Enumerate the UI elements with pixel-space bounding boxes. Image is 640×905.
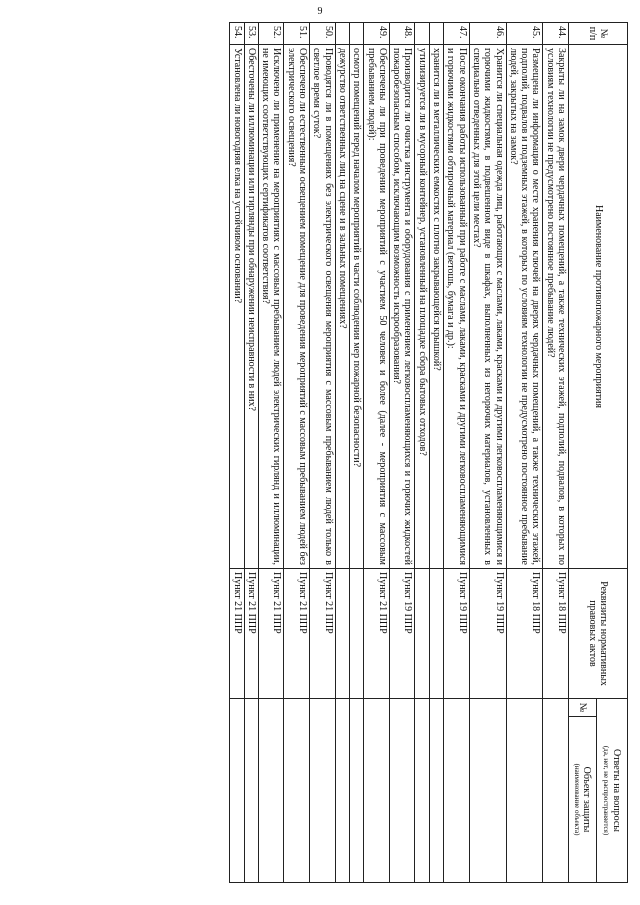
answer-cell[interactable] bbox=[389, 699, 415, 883]
header-object-number: № bbox=[569, 699, 597, 717]
header-measure-name: Наименование противопожарного мероприятия bbox=[569, 45, 628, 569]
row-legal-ref: Пункт 21 ППР bbox=[310, 569, 336, 699]
table-row bbox=[284, 23, 310, 883]
row-measure-text: Обесточены ли иллюминации или гирлянды при обнаружении неисправности в них? bbox=[244, 45, 258, 569]
table-row bbox=[310, 23, 336, 883]
table-row bbox=[230, 23, 244, 883]
header-object-title: Объект защиты bbox=[581, 766, 593, 833]
header-number: № п/п bbox=[569, 23, 628, 45]
table-row bbox=[543, 23, 569, 883]
header-answers-title: Ответы на вопросы bbox=[610, 749, 622, 832]
row-number: 51. bbox=[284, 23, 310, 45]
row-number: 49. bbox=[364, 23, 390, 45]
table-body bbox=[230, 23, 569, 883]
row-number bbox=[349, 23, 363, 45]
answer-cell[interactable] bbox=[230, 699, 244, 883]
row-legal-ref: Пункт 21 ППР bbox=[258, 569, 284, 699]
answer-cell[interactable] bbox=[310, 699, 336, 883]
row-number: 53. bbox=[244, 23, 258, 45]
answer-cell[interactable] bbox=[444, 699, 470, 883]
row-measure-text: Производится ли очистка инструмента и оборудования с применением легковоспламеняющихся и горючих жидкостей пожаробезопасным способом, исключающим возможность искрообразования? bbox=[389, 45, 415, 569]
row-number: 45. bbox=[506, 23, 543, 45]
answer-cell[interactable] bbox=[349, 699, 363, 883]
row-number: 50. bbox=[310, 23, 336, 45]
row-number: 47. bbox=[444, 23, 470, 45]
table-row bbox=[244, 23, 258, 883]
table-row bbox=[429, 23, 443, 883]
table-row bbox=[335, 23, 349, 883]
answer-cell[interactable] bbox=[469, 699, 506, 883]
row-measure-text: утилизируется ли в мусорный контейнер, установленный на площадке сбора бытовых отходов? bbox=[415, 45, 429, 569]
rotated-page-content bbox=[88, 22, 628, 882]
table-row bbox=[349, 23, 363, 883]
row-legal-ref bbox=[349, 569, 363, 699]
row-number: 46. bbox=[469, 23, 506, 45]
header-object-note: (наименование объекта) bbox=[572, 763, 581, 836]
row-number bbox=[335, 23, 349, 45]
row-number: 44. bbox=[543, 23, 569, 45]
answer-cell[interactable] bbox=[364, 699, 390, 883]
row-measure-text: хранится ли в металлических емкостях с плотно закрывающейся крышкой? bbox=[429, 45, 443, 569]
answer-cell[interactable] bbox=[543, 699, 569, 883]
row-measure-text: осмотр помещений перед началом мероприятий в части соблюдения мер пожарной безопасности? bbox=[349, 45, 363, 569]
row-measure-text: Хранится ли специальная одежда лиц, работающих с маслами, лаками, красками и другими легковоспламеняющимися и горючими жидкостями, в подвешенном виде в шкафах, выполненных из негорючих материалов, установленных в специально отведенных для этой цели местах? bbox=[469, 45, 506, 569]
row-measure-text: Установлена ли новогодняя елка на устойчивом основании? bbox=[230, 45, 244, 569]
row-legal-ref: Пункт 19 ППР bbox=[389, 569, 415, 699]
row-number: 54. bbox=[230, 23, 244, 45]
answer-cell[interactable] bbox=[244, 699, 258, 883]
fire-safety-checklist-table bbox=[229, 22, 628, 883]
row-legal-ref: Пункт 18 ППР bbox=[543, 569, 569, 699]
page-number: 9 bbox=[317, 6, 323, 17]
row-legal-ref: Пункт 21 ППР bbox=[244, 569, 258, 699]
row-measure-text: дежурство ответственных лиц на сцене и в зальных помещениях? bbox=[335, 45, 349, 569]
table-row bbox=[506, 23, 543, 883]
header-object bbox=[569, 717, 597, 883]
row-measure-text: После окончания работы использованный при работе с маслами, лаками, красками и другими легковоспламеняющимися и горючими жидкостями обтирочный материал (ветошь, бумага и др.): bbox=[444, 45, 470, 569]
row-legal-ref: Пункт 21 ППР bbox=[284, 569, 310, 699]
row-legal-ref bbox=[429, 569, 443, 699]
table-row bbox=[469, 23, 506, 883]
answer-cell[interactable] bbox=[284, 699, 310, 883]
answer-cell[interactable] bbox=[335, 699, 349, 883]
answer-cell[interactable] bbox=[506, 699, 543, 883]
table-row bbox=[364, 23, 390, 883]
row-measure-text: Закрыты ли на замок двери чердачных помещений, а также технических этажей, подполий, подвалов, в которых по условиям технологии не предусмотрено постоянное пребывание людей? bbox=[543, 45, 569, 569]
row-measure-text: Исключено ли применение на мероприятиях с массовым пребыванием людей электрических гирлянд и иллюминации, не имеющих соответствующих сертификатов соответствия? bbox=[258, 45, 284, 569]
row-measure-text: Размещена ли информация о месте хранения ключей на дверях чердачных помещений, а также технических этажей, подполий, подвалов и подземных этажей, в которых по условиям технологии не предусмотрено постоянное пребывание людей, закрытых на замок? bbox=[506, 45, 543, 569]
table-row bbox=[258, 23, 284, 883]
row-number bbox=[429, 23, 443, 45]
answer-cell[interactable] bbox=[415, 699, 429, 883]
row-legal-ref bbox=[335, 569, 349, 699]
table-row bbox=[415, 23, 429, 883]
row-legal-ref bbox=[415, 569, 429, 699]
row-legal-ref: Пункт 21 ППР bbox=[230, 569, 244, 699]
answer-cell[interactable] bbox=[258, 699, 284, 883]
header-answers-note: (да, нет, не распространяется) bbox=[602, 745, 611, 836]
table-row bbox=[389, 23, 415, 883]
row-number: 48. bbox=[389, 23, 415, 45]
row-measure-text: Обеспечены ли при проведении мероприятий с участием 50 человек и более (далее - мероприятия с массовым пребыванием людей): bbox=[364, 45, 390, 569]
header-answers bbox=[597, 699, 628, 883]
header-legal-refs: Реквизиты нормативных правовых актов bbox=[569, 569, 628, 699]
row-legal-ref: Пункт 18 ППР bbox=[506, 569, 543, 699]
row-legal-ref: Пункт 19 ППР bbox=[444, 569, 470, 699]
table-row bbox=[444, 23, 470, 883]
row-number: 52. bbox=[258, 23, 284, 45]
answer-cell[interactable] bbox=[429, 699, 443, 883]
row-legal-ref: Пункт 19 ППР bbox=[469, 569, 506, 699]
row-measure-text: Обеспечено ли естественным освещением помещение для проведения мероприятий с массовым пребыванием людей без электрического освещения? bbox=[284, 45, 310, 569]
row-measure-text: Проводятся ли в помещениях без электрического освещения мероприятия с массовым пребыванием людей только в светлое время суток? bbox=[310, 45, 336, 569]
row-number bbox=[415, 23, 429, 45]
row-legal-ref: Пункт 21 ППР bbox=[364, 569, 390, 699]
